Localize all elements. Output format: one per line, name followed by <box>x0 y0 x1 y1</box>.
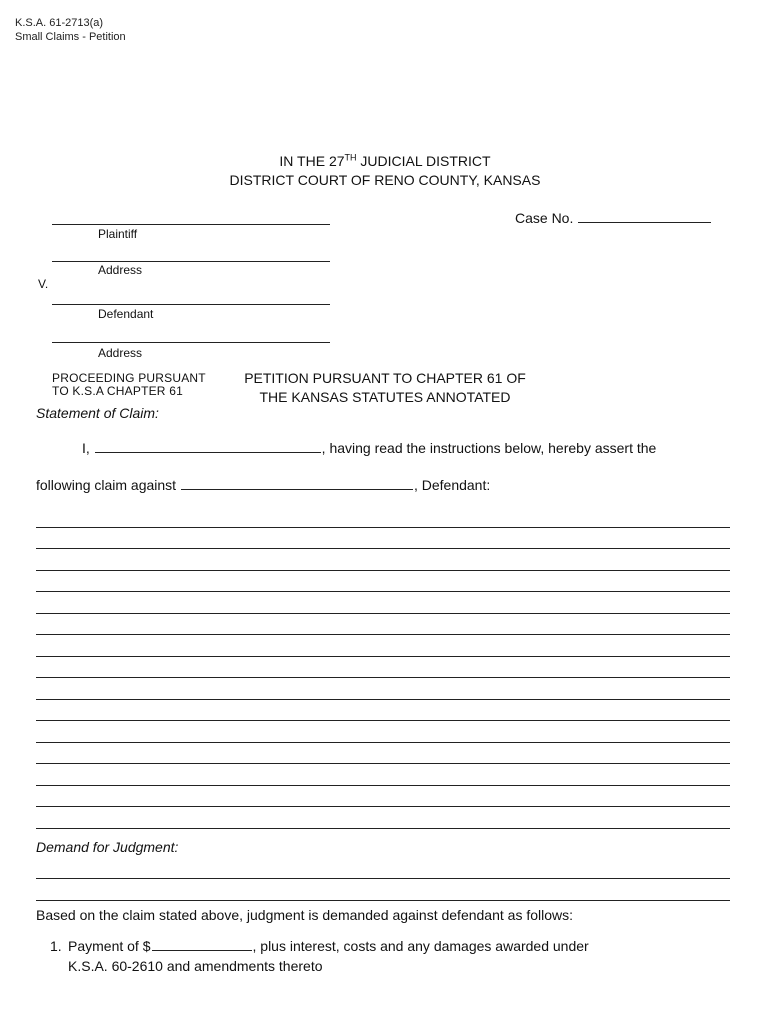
plaintiff-label: Plaintiff <box>98 227 138 241</box>
plaintiff-address-label: Address <box>98 263 143 277</box>
claim-line[interactable] <box>36 828 730 829</box>
claim-line[interactable] <box>36 548 730 549</box>
claim-line[interactable] <box>36 806 730 807</box>
claim-line[interactable] <box>36 677 730 678</box>
demand-item-1-number: 1. <box>50 938 62 954</box>
defendant-name-line[interactable] <box>52 304 330 305</box>
demand-line[interactable] <box>36 900 730 901</box>
claim-line[interactable] <box>36 527 730 528</box>
claimant-sentence: I, , having read the instructions below, hereby assert the <box>82 440 657 456</box>
plaintiff-name-line[interactable] <box>52 224 330 225</box>
proceeding-line2: TO K.S.A CHAPTER 61 <box>52 384 183 398</box>
case-number-field: Case No. <box>515 210 712 226</box>
claim-line[interactable] <box>36 699 730 700</box>
case-number-line[interactable] <box>578 210 711 223</box>
claimant-name-line[interactable] <box>95 440 321 453</box>
petition-title-line1: PETITION PURSUANT TO CHAPTER 61 OF <box>244 370 526 386</box>
claim-line[interactable] <box>36 785 730 786</box>
defendant-address-label: Address <box>98 346 143 360</box>
court-title-line1: IN THE 27TH JUDICIAL DISTRICT <box>279 152 491 169</box>
statute-reference: K.S.A. 61-2713(a) <box>15 17 104 29</box>
form-name: Small Claims - Petition <box>15 31 126 43</box>
claim-line[interactable] <box>36 742 730 743</box>
demand-item-1: Payment of $ , plus interest, costs and any damages awarded under <box>68 938 589 954</box>
defendant-address-line[interactable] <box>52 342 330 343</box>
claim-line[interactable] <box>36 591 730 592</box>
proceeding-line1: PROCEEDING PURSUANT <box>52 371 206 385</box>
claim-against-sentence: following claim against , Defendant: <box>36 477 491 493</box>
claim-line[interactable] <box>36 656 730 657</box>
demand-intro: Based on the claim stated above, judgment is demanded against defendant as follows: <box>36 907 574 923</box>
demand-item-1-line2: K.S.A. 60-2610 and amendments thereto <box>68 958 323 974</box>
versus-label: V. <box>38 277 49 291</box>
petition-title-line2: THE KANSAS STATUTES ANNOTATED <box>259 389 511 405</box>
statement-of-claim-heading: Statement of Claim: <box>36 405 159 421</box>
claim-line[interactable] <box>36 763 730 764</box>
claim-line[interactable] <box>36 720 730 721</box>
defendant-label: Defendant <box>98 307 154 321</box>
claim-line[interactable] <box>36 634 730 635</box>
demand-line[interactable] <box>36 878 730 879</box>
claim-line[interactable] <box>36 613 730 614</box>
claim-line[interactable] <box>36 570 730 571</box>
plaintiff-address-line[interactable] <box>52 261 330 262</box>
payment-amount-line[interactable] <box>152 938 252 951</box>
defendant-name-inline-line[interactable] <box>181 477 413 490</box>
demand-for-judgment-heading: Demand for Judgment: <box>36 839 179 855</box>
court-title-line2: DISTRICT COURT OF RENO COUNTY, KANSAS <box>229 172 541 188</box>
